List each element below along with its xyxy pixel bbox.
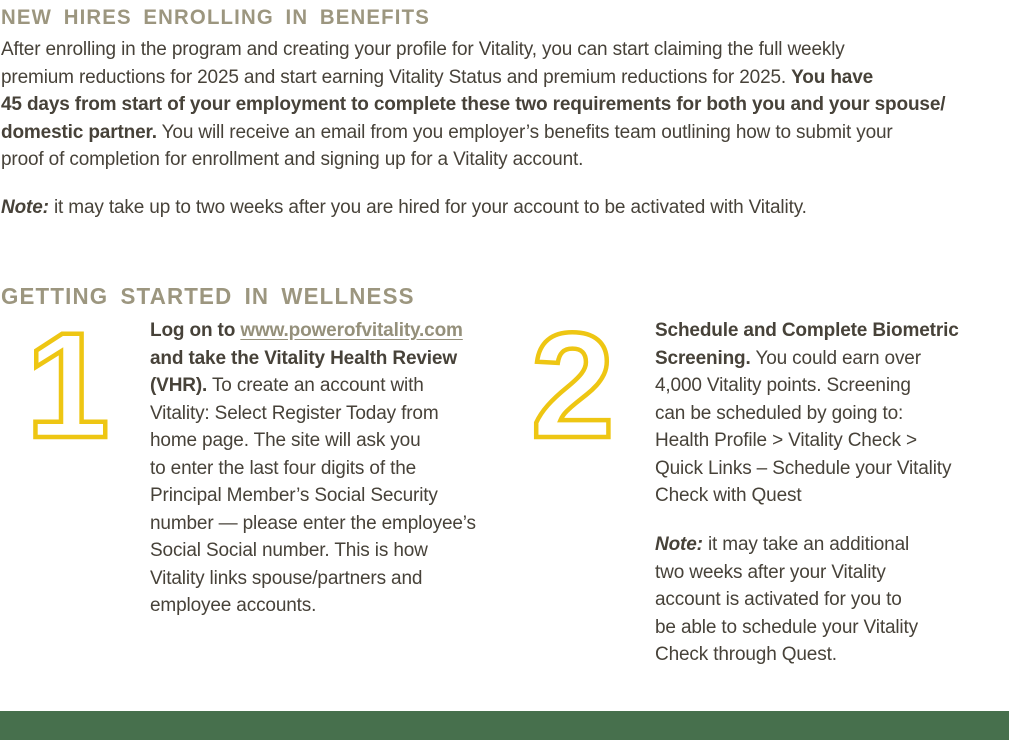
- step-2-text: [655, 317, 959, 510]
- text-run: Screening.: [655, 347, 751, 369]
- text-run: it may take an additional: [702, 534, 910, 555]
- text-run: Schedule and Complete Biometric: [655, 320, 959, 341]
- text-run: Log on to: [150, 320, 241, 341]
- text-run: Note:: [1, 197, 49, 218]
- footer-color-bar: [0, 711, 1009, 740]
- text-run: Social Social number. This is how: [150, 540, 428, 561]
- step-2-numeral: 2: [531, 301, 615, 469]
- text-run: 45 days from start of your employment to complete these two requirements for both you and your spouse/: [1, 94, 946, 115]
- text-run: domestic partner.: [1, 121, 157, 143]
- heading-getting-started-wellness: GETTING STARTED IN WELLNESS: [1, 283, 415, 309]
- step-1-numeral: 1: [26, 301, 110, 469]
- heading-new-hires-enrolling: NEW HIRES ENROLLING IN BENEFITS: [1, 6, 430, 29]
- step-1-text: [150, 317, 476, 620]
- text-run: and take the Vitality Health Review: [150, 347, 457, 369]
- text-run: home page. The site will ask you: [150, 430, 421, 451]
- text-run: Vitality links spouse/partners and: [150, 567, 423, 589]
- activation-note: [1, 194, 807, 222]
- text-run: Note:: [655, 534, 703, 555]
- text-run: to enter the last four digits of the: [150, 457, 417, 479]
- text-run: Principal Member’s Social Security: [150, 485, 438, 506]
- text-run: You could earn over: [750, 347, 921, 369]
- text-run: Vitality: Select Register Today from: [150, 402, 439, 424]
- text-run: Check with Quest: [655, 485, 802, 506]
- text-run: two weeks after your Vitality: [655, 561, 886, 583]
- text-run: it may take up to two weeks after you are hired for your account to be activated with Vitality.: [48, 197, 807, 218]
- text-run: Check through Quest.: [655, 644, 837, 665]
- text-run: Health Profile > Vitality Check >: [655, 430, 917, 451]
- text-run: You will receive an email from you employer’s benefits team outlining how to submit your: [156, 121, 893, 143]
- text-run: Quick Links – Schedule your Vitality: [655, 457, 952, 479]
- text-run: 4,000 Vitality points. Screening: [655, 375, 911, 396]
- text-run: You have: [791, 66, 874, 88]
- text-run: premium reductions for 2025 and start earning Vitality Status and premium reductions for 2025.: [1, 66, 792, 88]
- intro-paragraph: [1, 36, 945, 174]
- step-2-note: [655, 531, 918, 669]
- text-run: (VHR).: [150, 375, 208, 396]
- text-run: be able to schedule your Vitality: [655, 616, 918, 638]
- text-run: After enrolling in the program and creating your profile for Vitality, you can start claiming the full weekly: [1, 39, 845, 60]
- text-run: can be scheduled by going to:: [655, 402, 904, 424]
- text-run: number — please enter the employee’s: [150, 512, 476, 534]
- powerofvitality-link[interactable]: www.powerofvitality.com: [240, 320, 463, 341]
- text-run: proof of completion for enrollment and signing up for a Vitality account.: [1, 149, 584, 170]
- text-run: To create an account with: [207, 375, 424, 396]
- text-run: employee accounts.: [150, 595, 317, 616]
- text-run: account is activated for you to: [655, 589, 902, 610]
